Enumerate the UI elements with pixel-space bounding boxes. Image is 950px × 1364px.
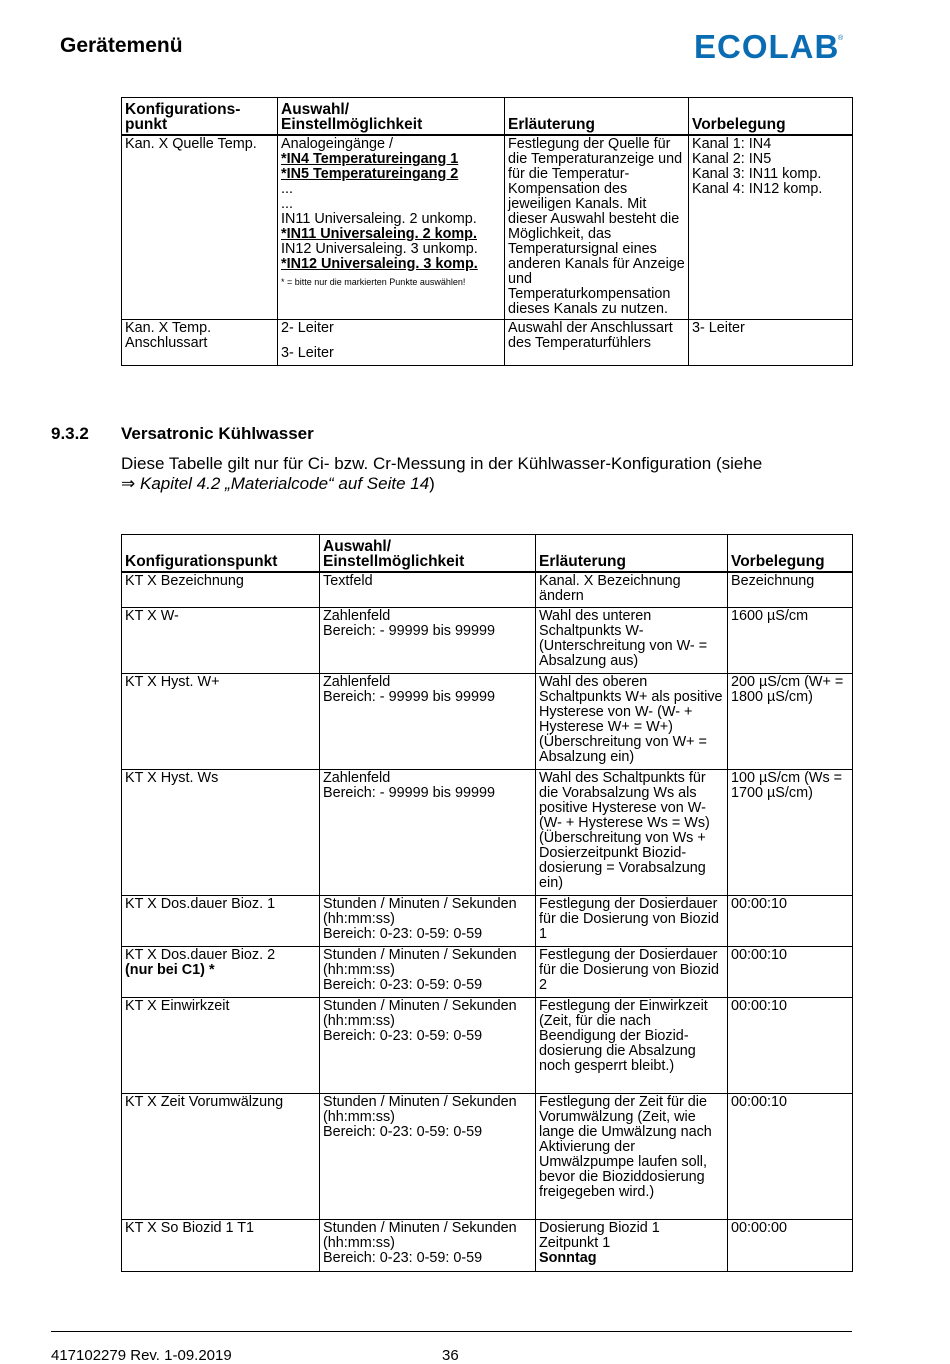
header-explanation: Erläuterung — [536, 535, 728, 572]
config-table-temperature — [121, 97, 853, 366]
table-row — [122, 770, 853, 896]
svg-text:ECOLAB: ECOLAB — [694, 28, 840, 64]
table-row — [122, 1094, 853, 1220]
cell-explanation: Festlegung der Quelle für die Temperaturanzeige und für die Temperatur-Kompensation des jeweiligen Kanals. Mit dieser Auswahl besteht die Möglichkeit, das Temperatursignal eines anderen Kanals für Anzeige und Temperaturkompensation dieses Kanals zu nutzen. — [505, 135, 689, 320]
cell-config-point: KT X Hyst. W+ — [122, 674, 320, 770]
table-row — [122, 320, 853, 366]
cell-default: 1600 µS/cm — [728, 608, 853, 674]
cell-config-point: KT X Bezeichnung — [122, 572, 320, 608]
cell-explanation: Wahl des Schaltpunkts für die Vorabsalzung Ws als positive Hysterese von W- (W- + Hysterese Ws = Ws) (Überschreitung von Ws + Dosierzeitpunkt Bioziddosierung = Vorabsalzung ein) — [536, 770, 728, 896]
arrow-icon: ⇒ — [121, 474, 136, 493]
cell-config-point: KT X Hyst. Ws — [122, 770, 320, 896]
table-row — [122, 572, 853, 608]
cell-default: Kanal 1: IN4 Kanal 2: IN5 Kanal 3: IN11 komp. Kanal 4: IN12 komp. — [689, 135, 853, 320]
cell-selection: Stunden / Minuten / Sekunden (hh:mm:ss) Bereich: 0-23: 0-59: 0-59 — [320, 998, 536, 1094]
cell-explanation: Kanal. X Bezeichnung ändern — [536, 572, 728, 608]
ecolab-logo — [694, 28, 844, 64]
header-default: Vorbelegung — [728, 535, 853, 572]
cell-default: 3- Leiter — [689, 320, 853, 366]
cell-selection: Zahlenfeld Bereich: - 99999 bis 99999 — [320, 770, 536, 896]
cell-config-point: Kan. X Temp. Anschlussart — [122, 320, 278, 366]
section-description: Diese Tabelle gilt nur für Ci- bzw. Cr-Messung in der Kühlwasser-Konfiguration (siehe ⇒ Kapitel 4.2 „Materialcode“ auf Seite 14) — [121, 454, 763, 493]
cell-selection: Stunden / Minuten / Sekunden (hh:mm:ss) Bereich: 0-23: 0-59: 0-59 — [320, 1094, 536, 1220]
cell-explanation: Wahl des oberen Schaltpunkts W+ als positive Hysterese von W- (W- + Hysterese W+ = W+) (Überschreitung von W+ = Absalzung ein) — [536, 674, 728, 770]
table-row — [122, 135, 853, 320]
cell-config-point: Kan. X Quelle Temp. — [122, 135, 278, 320]
cell-explanation: Festlegung der Einwirkzeit (Zeit, für die nach Beendigung der Bioziddosierung die Absalzung noch gesperrt bleibt.) — [536, 998, 728, 1094]
cell-explanation: Festlegung der Zeit für die Vorumwälzung (Zeit, wie lange die Umwälzung nach Aktivierung der Umwälzpumpe laufen soll, bevor die Bioziddosierung freigegeben wird.) — [536, 1094, 728, 1220]
section-title: Versatronic Kühlwasser — [121, 424, 314, 443]
cell-default: 00:00:10 — [728, 947, 853, 998]
cell-config-point: KT X So Biozid 1 T1 — [122, 1220, 320, 1272]
cell-config-point: KT X Zeit Vorumwälzung — [122, 1094, 320, 1220]
table-header-row — [122, 535, 853, 572]
cell-selection: Analogeingänge / *IN4 Temperatureingang 1 *IN5 Temperatureingang 2 ... ... IN11 Universaleing. 2 unkomp. *IN11 Universaleing. 2 komp. IN12 Universaleing. 3 unkomp. *IN12 Universaleing. 3 komp. * = bitte nur die markierten Punkte auswählen! — [278, 135, 505, 320]
cell-default: Bezeichnung — [728, 572, 853, 608]
table-row — [122, 947, 853, 998]
table-row — [122, 608, 853, 674]
cell-selection: Zahlenfeld Bereich: - 99999 bis 99999 — [320, 674, 536, 770]
table-row — [122, 896, 853, 947]
cell-explanation: Festlegung der Dosierdauer für die Dosierung von Biozid 2 — [536, 947, 728, 998]
header-default: Vorbelegung — [689, 98, 853, 135]
cell-explanation: Festlegung der Dosierdauer für die Dosierung von Biozid 1 — [536, 896, 728, 947]
cell-selection: Stunden / Minuten / Sekunden (hh:mm:ss) Bereich: 0-23: 0-59: 0-59 — [320, 947, 536, 998]
cell-config-point: KT X Einwirkzeit — [122, 998, 320, 1094]
svg-text:®: ® — [838, 35, 844, 42]
table-row — [122, 998, 853, 1094]
cell-explanation: Dosierung Biozid 1 Zeitpunkt 1 Sonntag — [536, 1220, 728, 1272]
cell-default: 100 µS/cm (Ws = 1700 µS/cm) — [728, 770, 853, 896]
cell-default: 00:00:10 — [728, 896, 853, 947]
cell-config-point: KT X Dos.dauer Bioz. 1 — [122, 896, 320, 947]
cell-config-point: KT X Dos.dauer Bioz. 2 (nur bei C1) * — [122, 947, 320, 998]
header-config-point: Konfigurations- punkt — [122, 98, 278, 135]
cell-default: 00:00:10 — [728, 998, 853, 1094]
table-row — [122, 674, 853, 770]
cell-selection: Textfeld — [320, 572, 536, 608]
selection-note: * = bitte nur die markierten Punkte auswählen! — [281, 276, 466, 287]
table-header-row — [122, 98, 853, 135]
header-explanation: Erläuterung — [505, 98, 689, 135]
cell-config-point: KT X W- — [122, 608, 320, 674]
footer-divider — [51, 1331, 852, 1332]
config-table-cooling-water — [121, 534, 853, 1272]
cell-selection: Stunden / Minuten / Sekunden (hh:mm:ss) Bereich: 0-23: 0-59: 0-59 — [320, 896, 536, 947]
page-title: Gerätemenü — [60, 34, 183, 57]
header-selection: Auswahl/ Einstellmöglichkeit — [320, 535, 536, 572]
footer-page-number: 36 — [442, 1347, 459, 1364]
cell-explanation: Auswahl der Anschlussart des Temperaturfühlers — [505, 320, 689, 366]
cell-selection: Stunden / Minuten / Sekunden (hh:mm:ss) Bereich: 0-23: 0-59: 0-59 — [320, 1220, 536, 1272]
section-number: 9.3.2 — [51, 424, 89, 443]
table-row — [122, 1220, 853, 1272]
cell-explanation: Wahl des unteren Schaltpunkts W- (Unterschreitung von W- = Absalzung aus) — [536, 608, 728, 674]
header-selection: Auswahl/ Einstellmöglichkeit — [278, 98, 505, 135]
cell-selection: Zahlenfeld Bereich: - 99999 bis 99999 — [320, 608, 536, 674]
cell-default: 200 µS/cm (W+ = 1800 µS/cm) — [728, 674, 853, 770]
cell-default: 00:00:10 — [728, 1094, 853, 1220]
cell-default: 00:00:00 — [728, 1220, 853, 1272]
header-config-point: Konfigurationspunkt — [122, 535, 320, 572]
footer-document-number: 417102279 Rev. 1-09.2019 — [51, 1347, 232, 1364]
reference-link[interactable]: ⇒ Kapitel 4.2 „Materialcode“ auf Seite 14 — [121, 474, 430, 493]
cell-selection: 2- Leiter 3- Leiter — [278, 320, 505, 366]
